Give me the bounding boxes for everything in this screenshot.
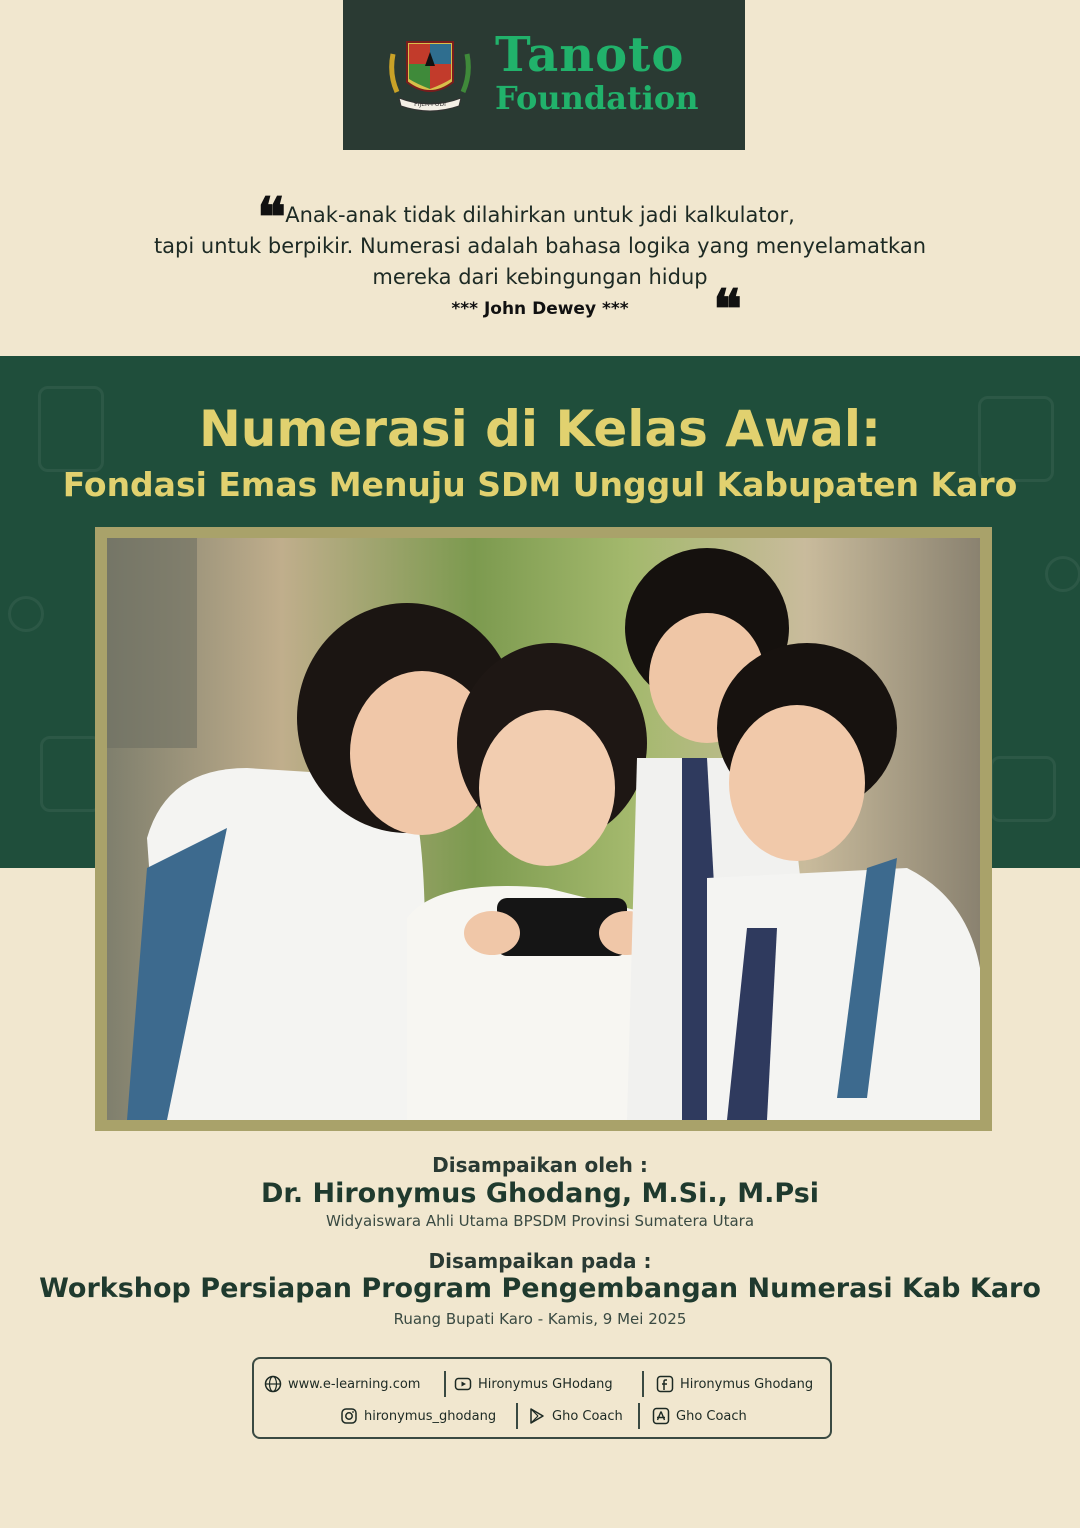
open-quote-mark: ❝ [257, 185, 287, 249]
photo-frame [95, 527, 992, 1131]
website-link[interactable] [264, 1375, 420, 1393]
speaker-role: Widyaiswara Ahli Utama BPSDM Provinsi Sumatera Utara [325, 1212, 755, 1230]
youtube-text: Hironymus GHodang [478, 1376, 613, 1392]
instagram-text: hironymus_ghodang [364, 1408, 497, 1424]
appstore-link[interactable] [652, 1407, 747, 1425]
divider [642, 1371, 644, 1397]
youtube-icon [454, 1375, 472, 1393]
subtitle: Fondasi Emas Menuju SDM Unggul Kabupaten Karo [62, 465, 1018, 504]
divider [516, 1403, 518, 1429]
divider [638, 1403, 640, 1429]
facebook-icon [656, 1375, 674, 1393]
speaker-name: Dr. Hironymus Ghodang, M.Si., M.Psi [260, 1178, 820, 1209]
appstore-text: Gho Coach [676, 1408, 747, 1424]
instagram-icon [340, 1407, 358, 1425]
close-quote-mark: ❝ [713, 277, 743, 341]
quote-line-2: tapi untuk berpikir. Numerasi adalah bahasa logika yang menyelamatkan [153, 234, 927, 258]
presented-by-label: Disampaikan oleh : [432, 1153, 648, 1177]
play-store-icon [528, 1407, 546, 1425]
quote-line-1: Anak-anak tidak dilahirkan untuk jadi kalkulator, [285, 203, 795, 227]
crest-logo [387, 34, 473, 114]
brand-line-2: Foundation [495, 79, 699, 117]
app-store-icon [652, 1407, 670, 1425]
globe-icon [264, 1375, 282, 1393]
youtube-link[interactable] [454, 1375, 613, 1393]
event-date: Ruang Bupati Karo - Kamis, 9 Mei 2025 [393, 1310, 687, 1328]
instagram-link[interactable] [340, 1407, 496, 1425]
presented-at-label: Disampaikan pada : [428, 1249, 652, 1273]
quote-author: *** John Dewey *** [451, 299, 629, 319]
facebook-link[interactable] [656, 1375, 813, 1393]
cup-doodle-right [1045, 556, 1080, 592]
website-text: www.e-learning.com [288, 1376, 421, 1392]
divider [444, 1371, 446, 1397]
machine-doodle [990, 756, 1056, 822]
playstore-text: Gho Coach [552, 1408, 623, 1424]
facebook-text: Hironymus Ghodang [680, 1376, 814, 1392]
children-photo [107, 538, 980, 1120]
quote-line-3: mereka dari kebingungan hidup [372, 265, 708, 289]
contacts-box [252, 1357, 832, 1439]
coffee-pot-doodle [40, 736, 102, 812]
playstore-link[interactable] [528, 1407, 623, 1425]
brand-line-1: Tanoto [495, 27, 685, 83]
main-title: Numerasi di Kelas Awal: [198, 400, 882, 458]
svg-text:PIJER PODI: PIJER PODI [414, 101, 446, 108]
brand-name [495, 27, 699, 117]
event-name: Workshop Persiapan Program Pengembangan Numerasi Kab Karo [39, 1273, 1041, 1304]
quote-block [0, 200, 1080, 319]
header-logo-block [343, 0, 745, 150]
cup-doodle [8, 596, 44, 632]
